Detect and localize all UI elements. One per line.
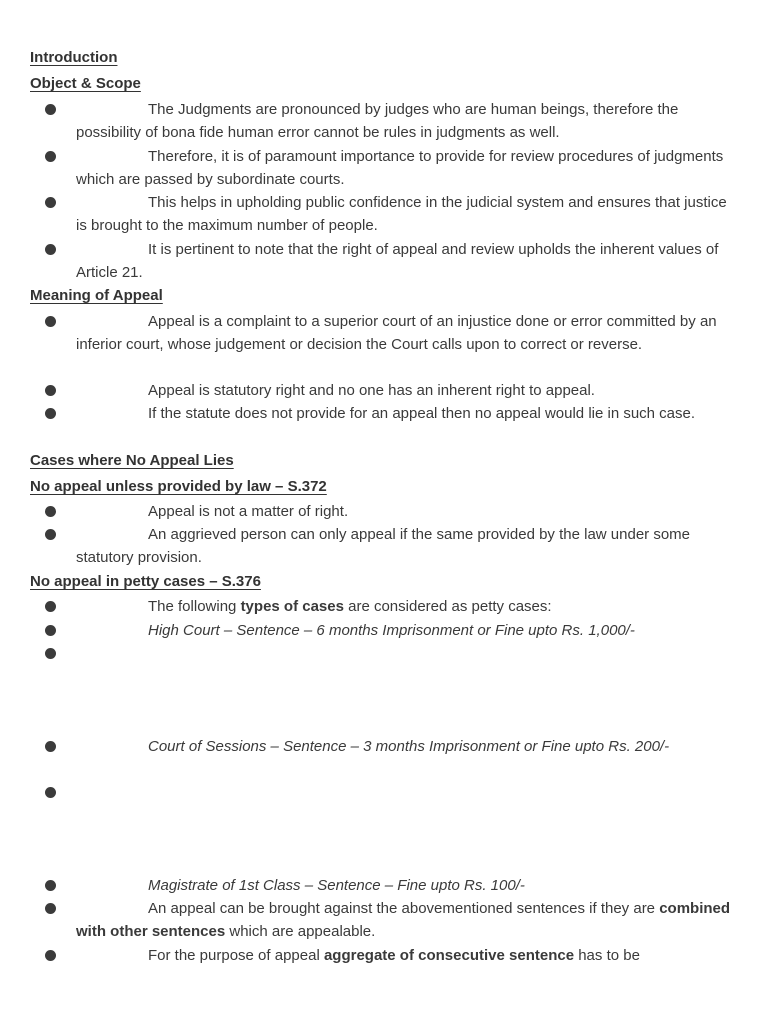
bold-text: types of cases xyxy=(240,598,344,615)
list-item: An aggrieved person can only appeal if the same provided by the law under some statutory provision. xyxy=(76,526,690,567)
bullet-icon xyxy=(45,385,56,396)
bold-text: aggregate of consecutive sentence xyxy=(323,947,575,964)
bullet-icon xyxy=(45,648,56,659)
heading-object-scope: Object & Scope xyxy=(30,75,141,92)
text-segment: which are appealable. xyxy=(225,923,376,941)
text-segment: An appeal can be brought against the abovementioned sentences if they are xyxy=(148,900,660,917)
list-item xyxy=(76,595,741,618)
bullet-icon xyxy=(45,506,56,517)
bullet-icon xyxy=(45,408,56,419)
bullet-icon xyxy=(45,244,56,255)
list-item: This helps in upholding public confidence in the judicial system and ensures that justice is brought to the maximum number of people. xyxy=(76,194,727,235)
list-item: Magistrate of 1st Class – Sentence – Fine upto Rs. 100/- xyxy=(148,877,525,894)
list-item: Appeal is statutory right and no one has an inherent right to appeal. xyxy=(148,382,595,399)
list-item: Therefore, it is of paramount importance to provide for review procedures of judgments which are passed by subordinate courts. xyxy=(76,148,724,189)
heading-no-appeal-unless: No appeal unless provided by law – S.372 xyxy=(30,478,327,495)
text-segment: are considered as petty cases: xyxy=(343,598,552,615)
text-segment: The following xyxy=(148,598,241,615)
list-item: The Judgments are pronounced by judges who are human beings, therefore the possibility of bona fide human error cannot be rules in judgments as well. xyxy=(76,101,679,142)
list-item: Appeal is a complaint to a superior court of an injustice done or error committed by an inferior court, whose judgement or decision the Court calls upon to correct or reverse. xyxy=(76,313,717,354)
bullet-icon xyxy=(45,741,56,752)
list-item xyxy=(76,944,741,967)
bullet-icon xyxy=(45,950,56,961)
bold-text: combined with other sentences xyxy=(76,900,731,941)
list-item: It is pertinent to note that the right of appeal and review upholds the inherent values of Article 21. xyxy=(76,241,719,282)
bullet-icon xyxy=(45,197,56,208)
bullet-icon xyxy=(45,151,56,162)
list-item: Court of Sessions – Sentence – 3 months Imprisonment or Fine upto Rs. 200/- xyxy=(148,738,670,755)
bullet-icon xyxy=(45,880,56,891)
heading-no-appeal-petty: No appeal in petty cases – S.376 xyxy=(30,573,261,590)
bullet-icon xyxy=(45,529,56,540)
bullet-icon xyxy=(45,787,56,798)
bullet-icon xyxy=(45,601,56,612)
heading-introduction: Introduction xyxy=(30,49,118,66)
list-item: Appeal is not a matter of right. xyxy=(148,503,349,520)
heading-meaning-of-appeal: Meaning of Appeal xyxy=(30,287,163,304)
list-item: High Court – Sentence – 6 months Imprisonment or Fine upto Rs. 1,000/- xyxy=(148,622,635,639)
text-segment: has to be xyxy=(574,947,640,964)
bullet-icon xyxy=(45,104,56,115)
bullet-icon xyxy=(45,316,56,327)
list-item: If the statute does not provide for an appeal then no appeal would lie in such case. xyxy=(148,405,696,422)
bullet-icon xyxy=(45,625,56,636)
bullet-icon xyxy=(45,903,56,914)
heading-cases-no-appeal: Cases where No Appeal Lies xyxy=(30,452,234,469)
list-item xyxy=(76,897,741,944)
text-segment: For the purpose of appeal xyxy=(148,947,324,964)
